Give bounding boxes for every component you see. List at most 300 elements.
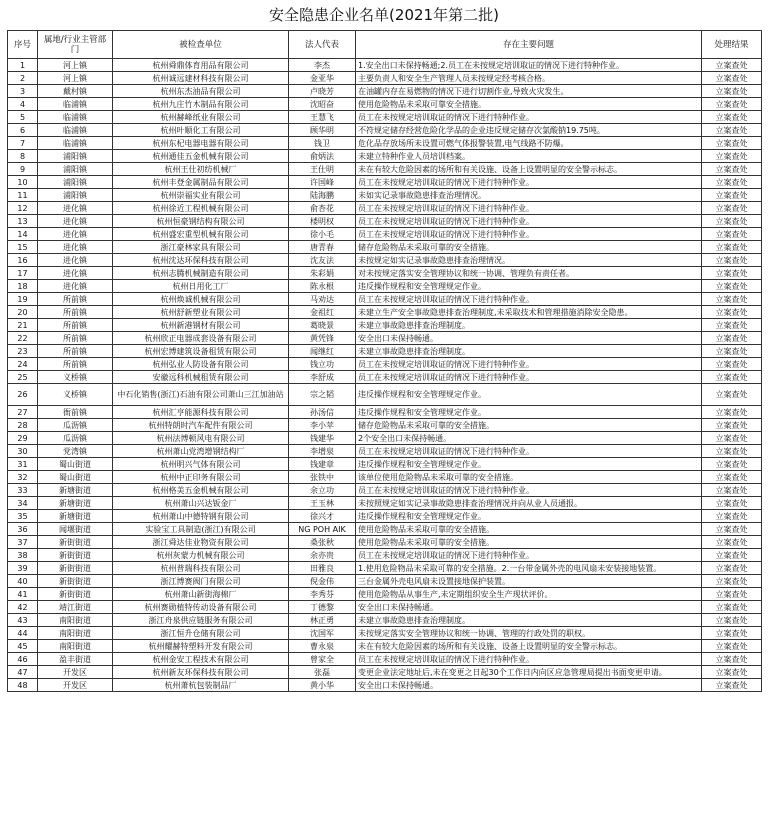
cell-rep: 金祖红: [289, 306, 356, 319]
cell-company: 杭州宏博建筑设备租赁有限公司: [113, 345, 289, 358]
cell-rep: 丁德黎: [289, 601, 356, 614]
cell-result: 立案查处: [702, 432, 762, 445]
cell-area: 河上镇: [38, 59, 113, 72]
cell-company: 杭州欣正电器成套设备有限公司: [113, 332, 289, 345]
cell-no: 22: [8, 332, 38, 345]
cell-company: 杭州崇福实业有限公司: [113, 189, 289, 202]
cell-area: 南阳街道: [38, 640, 113, 653]
cell-company: 杭州格美五金机械有限公司: [113, 484, 289, 497]
cell-company: 杭州特朗时汽车配件有限公司: [113, 419, 289, 432]
cell-result: 立案查处: [702, 332, 762, 345]
cell-issue: 安全出口未保持畅通。: [356, 679, 702, 692]
cell-rep: 钱卫: [289, 137, 356, 150]
cell-company: 杭州舜鼎体育用品有限公司: [113, 59, 289, 72]
cell-rep: 楼明权: [289, 215, 356, 228]
cell-result: 立案查处: [702, 614, 762, 627]
cell-company: 杭州舒新塑业有限公司: [113, 306, 289, 319]
table-row: [8, 254, 762, 267]
cell-issue: 员工在未按规定培训取证的情况下进行特种作业。: [356, 293, 702, 306]
table-row: [8, 176, 762, 189]
cell-rep: 李秀芬: [289, 588, 356, 601]
table-row: [8, 445, 762, 458]
cell-issue: 员工在未按规定培训取证的情况下进行特种作业。: [356, 371, 702, 384]
cell-rep: 马劝达: [289, 293, 356, 306]
cell-company: 杭州萧山中德特钢有限公司: [113, 510, 289, 523]
cell-no: 41: [8, 588, 38, 601]
cell-area: 浦阳镇: [38, 189, 113, 202]
cell-issue: 未建立事故隐患排查治理制度。: [356, 345, 702, 358]
table-row: [8, 406, 762, 419]
cell-no: 26: [8, 384, 38, 406]
cell-no: 47: [8, 666, 38, 679]
cell-no: 32: [8, 471, 38, 484]
cell-area: 开发区: [38, 679, 113, 692]
cell-company: 杭州金安工程技术有限公司: [113, 653, 289, 666]
cell-area: 闻堰街道: [38, 523, 113, 536]
cell-no: 19: [8, 293, 38, 306]
cell-no: 15: [8, 241, 38, 254]
cell-rep: 余立功: [289, 484, 356, 497]
table-row: [8, 588, 762, 601]
cell-issue: 使用危险物品未采取可靠的安全措施。: [356, 523, 702, 536]
cell-rep: 王玉林: [289, 497, 356, 510]
cell-rep: 王慧飞: [289, 111, 356, 124]
cell-result: 立案查处: [702, 215, 762, 228]
cell-result: 立案查处: [702, 523, 762, 536]
cell-rep: 沈友法: [289, 254, 356, 267]
cell-issue: 违反操作规程和安全管理规定作业。: [356, 406, 702, 419]
cell-area: 蜀山街道: [38, 471, 113, 484]
cell-area: 进化镇: [38, 228, 113, 241]
cell-area: 进化镇: [38, 280, 113, 293]
table-row: [8, 549, 762, 562]
table-row: [8, 614, 762, 627]
cell-area: 进化镇: [38, 241, 113, 254]
cell-area: 衙前镇: [38, 406, 113, 419]
cell-result: 立案查处: [702, 137, 762, 150]
cell-issue: 员工在未按规定培训取证的情况下进行特种作业。: [356, 215, 702, 228]
cell-no: 31: [8, 458, 38, 471]
cell-area: 所前镇: [38, 319, 113, 332]
cell-company: 杭州弘业人防设备有限公司: [113, 358, 289, 371]
table-body: [8, 59, 762, 692]
cell-result: 立案查处: [702, 150, 762, 163]
header-issue: 存在主要问题: [356, 31, 702, 59]
cell-rep: 徐兴才: [289, 510, 356, 523]
cell-no: 40: [8, 575, 38, 588]
cell-issue: 违反操作规程和安全管理规定作业。: [356, 280, 702, 293]
cell-company: 浙江博赛阀门有限公司: [113, 575, 289, 588]
cell-issue: 危化品存放场所未设置可燃气体报警装置,电气线路不防爆。: [356, 137, 702, 150]
cell-rep: 徐小毛: [289, 228, 356, 241]
cell-company: 杭州沈达环保科技有限公司: [113, 254, 289, 267]
table-row: [8, 432, 762, 445]
cell-result: 立案查处: [702, 124, 762, 137]
cell-no: 38: [8, 549, 38, 562]
table-row: [8, 150, 762, 163]
cell-company: 杭州明兴气体有限公司: [113, 458, 289, 471]
cell-issue: 对未按规定落实安全管理协议和统一协调、管理负有责任者。: [356, 267, 702, 280]
cell-issue: 员工在未按规定培训取证的情况下进行特种作业。: [356, 653, 702, 666]
cell-no: 30: [8, 445, 38, 458]
cell-rep: 孙汤信: [289, 406, 356, 419]
table-row: [8, 228, 762, 241]
cell-issue: 2个安全出口未保持畅通。: [356, 432, 702, 445]
cell-no: 12: [8, 202, 38, 215]
table-row: [8, 497, 762, 510]
cell-area: 戴村镇: [38, 85, 113, 98]
cell-issue: 三台金属外壳电风扇未设置接地保护装置。: [356, 575, 702, 588]
cell-issue: 不符规定储存经营危险化学品的企业违反规定储存次氯酸钠19.75吨。: [356, 124, 702, 137]
cell-company: 杭州法博顿风电有限公司: [113, 432, 289, 445]
cell-result: 立案查处: [702, 189, 762, 202]
table-row: [8, 280, 762, 293]
cell-area: 义桥镇: [38, 384, 113, 406]
cell-result: 立案查处: [702, 254, 762, 267]
cell-area: 进化镇: [38, 215, 113, 228]
cell-issue: 员工在未按规定培训取证的情况下进行特种作业。: [356, 358, 702, 371]
cell-no: 4: [8, 98, 38, 111]
cell-issue: 员工在未按规定培训取证的情况下进行特种作业。: [356, 445, 702, 458]
cell-area: 南阳街道: [38, 614, 113, 627]
cell-result: 立案查处: [702, 85, 762, 98]
cell-issue: 员工在未按规定培训取证的情况下进行特种作业。: [356, 484, 702, 497]
cell-result: 立案查处: [702, 306, 762, 319]
cell-rep: 唐青春: [289, 241, 356, 254]
cell-issue: 未在有较大危险因素的场所和有关设施、设备上设置明显的安全警示标志。: [356, 640, 702, 653]
cell-company: 杭州诚远建材科技有限公司: [113, 72, 289, 85]
cell-result: 立案查处: [702, 111, 762, 124]
cell-no: 25: [8, 371, 38, 384]
cell-rep: 朱彩娟: [289, 267, 356, 280]
cell-no: 39: [8, 562, 38, 575]
cell-no: 35: [8, 510, 38, 523]
cell-no: 27: [8, 406, 38, 419]
cell-issue: 员工在未按规定培训取证的情况下进行特种作业。: [356, 549, 702, 562]
cell-area: 新塘街道: [38, 510, 113, 523]
cell-rep: 沈国军: [289, 627, 356, 640]
cell-area: 进化镇: [38, 254, 113, 267]
cell-no: 11: [8, 189, 38, 202]
cell-company: 杭州萧杭包装制品厂: [113, 679, 289, 692]
cell-no: 48: [8, 679, 38, 692]
cell-result: 立案查处: [702, 98, 762, 111]
cell-result: 立案查处: [702, 176, 762, 189]
cell-area: 义桥镇: [38, 371, 113, 384]
table-row: [8, 189, 762, 202]
cell-area: 浦阳镇: [38, 150, 113, 163]
cell-result: 立案查处: [702, 202, 762, 215]
cell-rep: 钱立功: [289, 358, 356, 371]
cell-rep: 田雅良: [289, 562, 356, 575]
cell-issue: 使用危险物品未采取可靠安全措施。: [356, 98, 702, 111]
cell-area: 瓜沥镇: [38, 419, 113, 432]
cell-area: 所前镇: [38, 345, 113, 358]
cell-area: 临浦镇: [38, 124, 113, 137]
cell-no: 14: [8, 228, 38, 241]
table-row: [8, 358, 762, 371]
cell-no: 7: [8, 137, 38, 150]
table-row: [8, 575, 762, 588]
cell-rep: 李舒成: [289, 371, 356, 384]
table-row: [8, 215, 762, 228]
table-row: [8, 627, 762, 640]
cell-company: 杭州汇亨能源科技有限公司: [113, 406, 289, 419]
cell-rep: 李增泉: [289, 445, 356, 458]
cell-area: 所前镇: [38, 358, 113, 371]
cell-no: 43: [8, 614, 38, 627]
cell-result: 立案查处: [702, 280, 762, 293]
cell-rep: 林正勇: [289, 614, 356, 627]
cell-area: 蜀山街道: [38, 458, 113, 471]
cell-issue: 安全出口未保持畅通。: [356, 332, 702, 345]
cell-result: 立案查处: [702, 484, 762, 497]
table-row: [8, 419, 762, 432]
cell-no: 42: [8, 601, 38, 614]
cell-rep: 李杰: [289, 59, 356, 72]
cell-issue: 违反操作规程和安全管理规定作业。: [356, 510, 702, 523]
cell-company: 杭州萧山党湾增钢结构厂: [113, 445, 289, 458]
table-row: [8, 163, 762, 176]
cell-result: 立案查处: [702, 588, 762, 601]
table-row: [8, 510, 762, 523]
cell-no: 18: [8, 280, 38, 293]
cell-result: 立案查处: [702, 267, 762, 280]
cell-no: 24: [8, 358, 38, 371]
table-row: [8, 319, 762, 332]
cell-company: 杭州九庄竹木制品有限公司: [113, 98, 289, 111]
enterprise-table: [7, 30, 762, 692]
table-row: [8, 640, 762, 653]
cell-result: 立案查处: [702, 510, 762, 523]
table-row: [8, 72, 762, 85]
cell-company: 实验宝工具制造(浙江)有限公司: [113, 523, 289, 536]
cell-issue: 违反操作规程和安全管理规定作业。: [356, 458, 702, 471]
cell-issue: 1.使用危险物品未采取可靠的安全措施。2.一台带金属外壳的电风扇未安装接地装置。: [356, 562, 702, 575]
cell-no: 44: [8, 627, 38, 640]
cell-issue: 违反操作规程和安全管理规定作业。: [356, 384, 702, 406]
document-title: 安全隐患企业名单(2021年第二批): [269, 6, 499, 24]
cell-rep: 桑张秋: [289, 536, 356, 549]
cell-no: 13: [8, 215, 38, 228]
cell-company: 中石化销售(浙江)石油有限公司萧山三江加油站: [113, 384, 289, 406]
cell-issue: 员工在未按规定培训取证的情况下进行特种作业。: [356, 228, 702, 241]
table-row: [8, 137, 762, 150]
cell-area: 所前镇: [38, 293, 113, 306]
cell-rep: 俞炳法: [289, 150, 356, 163]
table-row: [8, 471, 762, 484]
cell-rep: 卢晓芳: [289, 85, 356, 98]
cell-result: 立案查处: [702, 319, 762, 332]
table-row: [8, 293, 762, 306]
cell-rep: 葛晓景: [289, 319, 356, 332]
cell-company: 安徽远科机械租赁有限公司: [113, 371, 289, 384]
cell-issue: 未建立事故隐患排查治理制度。: [356, 319, 702, 332]
cell-result: 立案查处: [702, 627, 762, 640]
cell-issue: 员工在未按规定培训取证的情况下进行特种作业。: [356, 176, 702, 189]
cell-rep: NG POH AIK: [289, 523, 356, 536]
table-row: [8, 59, 762, 72]
table-row: [8, 124, 762, 137]
table-row: [8, 306, 762, 319]
cell-no: 16: [8, 254, 38, 267]
cell-rep: 黄凭锋: [289, 332, 356, 345]
cell-area: 新塘街道: [38, 497, 113, 510]
cell-rep: 张磊: [289, 666, 356, 679]
cell-area: 新街街道: [38, 588, 113, 601]
cell-company: 杭州东杞电器电器有限公司: [113, 137, 289, 150]
cell-rep: 宗之韬: [289, 384, 356, 406]
cell-rep: 王仕明: [289, 163, 356, 176]
table-row: [8, 345, 762, 358]
cell-issue: 未按照规定如实记录事故隐患排查治理情况并向从业人员通报。: [356, 497, 702, 510]
cell-company: 杭州新友环保科技有限公司: [113, 666, 289, 679]
cell-issue: 使用危险物品从事生产,未定期组织安全生产现状评价。: [356, 588, 702, 601]
cell-company: 杭州恒豪钢结构有限公司: [113, 215, 289, 228]
table-row: [8, 562, 762, 575]
table-row: [8, 679, 762, 692]
table-row: [8, 202, 762, 215]
cell-company: 浙江舟泉供应链服务有限公司: [113, 614, 289, 627]
cell-company: 杭州灰蒙力机械有限公司: [113, 549, 289, 562]
header-area: 属地/行业主管部门: [38, 31, 113, 59]
cell-rep: 倪金伟: [289, 575, 356, 588]
header-rep: 法人代表: [289, 31, 356, 59]
cell-company: 杭州志腾机械制造有限公司: [113, 267, 289, 280]
cell-company: 杭州叶顺化工有限公司: [113, 124, 289, 137]
cell-company: 杭州王仕初纺机械厂: [113, 163, 289, 176]
cell-no: 9: [8, 163, 38, 176]
cell-rep: 李小苹: [289, 419, 356, 432]
table-row: [8, 332, 762, 345]
cell-area: 新街街道: [38, 575, 113, 588]
cell-result: 立案查处: [702, 575, 762, 588]
cell-area: 开发区: [38, 666, 113, 679]
cell-result: 立案查处: [702, 549, 762, 562]
cell-no: 8: [8, 150, 38, 163]
cell-no: 29: [8, 432, 38, 445]
cell-result: 立案查处: [702, 601, 762, 614]
cell-no: 3: [8, 85, 38, 98]
table-row: [8, 267, 762, 280]
cell-rep: 黄小华: [289, 679, 356, 692]
cell-rep: 顾华明: [289, 124, 356, 137]
cell-no: 23: [8, 345, 38, 358]
cell-no: 45: [8, 640, 38, 653]
cell-result: 立案查处: [702, 358, 762, 371]
table-row: [8, 371, 762, 384]
cell-result: 立案查处: [702, 72, 762, 85]
cell-result: 立案查处: [702, 293, 762, 306]
cell-issue: 变更企业法定地址后,未在变更之日起30个工作日内向区应急管理局提出书面变更申请。: [356, 666, 702, 679]
cell-area: 党湾镇: [38, 445, 113, 458]
cell-no: 6: [8, 124, 38, 137]
cell-issue: 未在有较大危险因素的场所和有关设施、设备上设置明显的安全警示标志。: [356, 163, 702, 176]
cell-company: 杭州耀赫特塑料开发有限公司: [113, 640, 289, 653]
cell-rep: 张铁中: [289, 471, 356, 484]
table-row: [8, 601, 762, 614]
cell-no: 21: [8, 319, 38, 332]
cell-company: 杭州普瑞科技有限公司: [113, 562, 289, 575]
table-row: [8, 458, 762, 471]
cell-no: 46: [8, 653, 38, 666]
table-row: [8, 666, 762, 679]
cell-no: 5: [8, 111, 38, 124]
cell-area: 进化镇: [38, 267, 113, 280]
cell-area: 临浦镇: [38, 98, 113, 111]
cell-no: 33: [8, 484, 38, 497]
table-row: [8, 536, 762, 549]
cell-rep: 闻继红: [289, 345, 356, 358]
table-row: [8, 384, 762, 406]
cell-issue: 未如实记录事故隐患排查治理情况。: [356, 189, 702, 202]
cell-result: 立案查处: [702, 536, 762, 549]
cell-area: 所前镇: [38, 306, 113, 319]
cell-company: 杭州中正印务有限公司: [113, 471, 289, 484]
cell-issue: 员工在未按规定培训取证的情况下进行特种作业。: [356, 202, 702, 215]
cell-area: 南阳街道: [38, 627, 113, 640]
cell-rep: 曹永泉: [289, 640, 356, 653]
cell-company: 杭州徐近工程机械有限公司: [113, 202, 289, 215]
cell-area: 进化镇: [38, 202, 113, 215]
cell-rep: 金亚华: [289, 72, 356, 85]
cell-no: 20: [8, 306, 38, 319]
cell-area: 靖江街道: [38, 601, 113, 614]
cell-area: 新街街道: [38, 549, 113, 562]
cell-area: 浦阳镇: [38, 176, 113, 189]
cell-result: 立案查处: [702, 241, 762, 254]
cell-result: 立案查处: [702, 345, 762, 358]
cell-issue: 安全出口未保持畅通。: [356, 601, 702, 614]
cell-company: 杭州东杰油品有限公司: [113, 85, 289, 98]
table-header-row: [8, 31, 762, 59]
cell-result: 立案查处: [702, 419, 762, 432]
cell-no: 1: [8, 59, 38, 72]
cell-rep: 陆海鹏: [289, 189, 356, 202]
table-row: [8, 111, 762, 124]
cell-rep: 曾家全: [289, 653, 356, 666]
cell-area: 临浦镇: [38, 137, 113, 150]
table-row: [8, 85, 762, 98]
cell-area: 盈丰街道: [38, 653, 113, 666]
cell-area: 所前镇: [38, 332, 113, 345]
cell-company: 浙江舜达佳业物资有限公司: [113, 536, 289, 549]
cell-issue: 使用危险物品未采取可靠的安全措施。: [356, 536, 702, 549]
cell-rep: 陈永根: [289, 280, 356, 293]
cell-issue: 储存危险物品未采取可靠的安全措施。: [356, 419, 702, 432]
cell-issue: 在油罐内存在易燃物的情况下进行切割作业,导致火灾发生。: [356, 85, 702, 98]
cell-issue: 储存危险物品未采取可靠的安全措施。: [356, 241, 702, 254]
cell-area: 河上镇: [38, 72, 113, 85]
cell-area: 瓜沥镇: [38, 432, 113, 445]
table-row: [8, 241, 762, 254]
cell-issue: 该单位使用危险物品未采取可靠的安全措施。: [356, 471, 702, 484]
cell-result: 立案查处: [702, 679, 762, 692]
cell-area: 浦阳镇: [38, 163, 113, 176]
cell-result: 立案查处: [702, 228, 762, 241]
cell-company: 杭州赫峰纸业有限公司: [113, 111, 289, 124]
cell-company: 杭州赛勋植特传动设备有限公司: [113, 601, 289, 614]
cell-result: 立案查处: [702, 59, 762, 72]
cell-issue: 员工在未按规定培训取证的情况下进行特种作业。: [356, 111, 702, 124]
cell-result: 立案查处: [702, 653, 762, 666]
cell-no: 34: [8, 497, 38, 510]
cell-no: 10: [8, 176, 38, 189]
table-row: [8, 98, 762, 111]
table-row: [8, 523, 762, 536]
header-no: 序号: [8, 31, 38, 59]
cell-issue: 主要负责人和安全生产管理人员未按规定经考核合格。: [356, 72, 702, 85]
